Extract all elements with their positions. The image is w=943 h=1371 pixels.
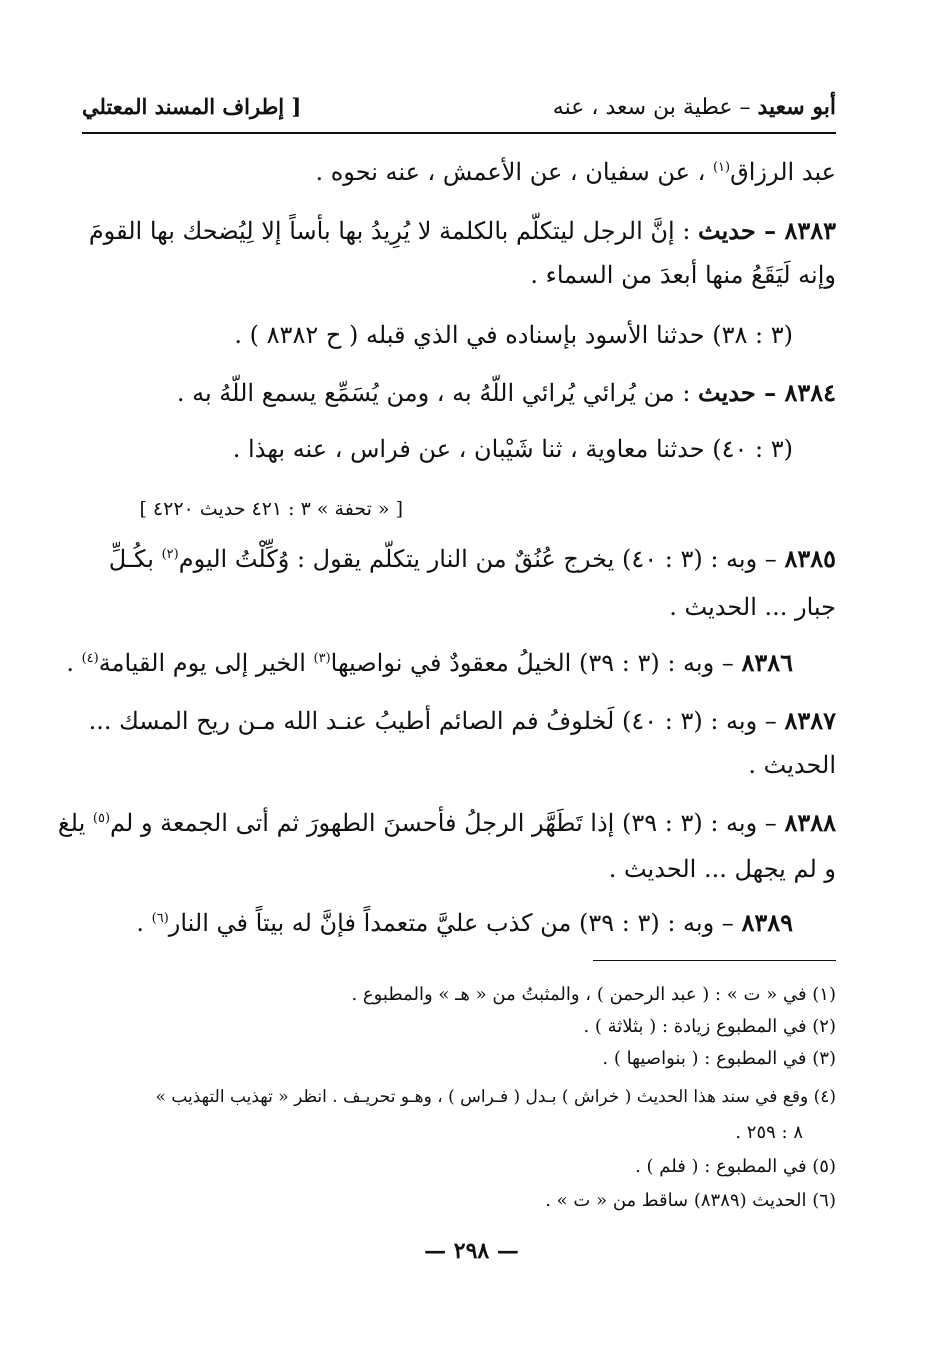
hadith-text: .	[136, 909, 152, 937]
header-rule	[82, 132, 836, 134]
text-segment: عبد الرزاق	[730, 158, 836, 186]
hadith-text: : من يُرائي يُرائي اللّهُ به ، ومن يُسَمِّع يسمع اللّهُ به .	[176, 379, 699, 407]
footnote-4: (٤) وقع في سند هذا الحديث ( خراش ) بـدل ( فـراس ) ، وهـو تحريـف . انظر « تهذيب التهذيب »	[155, 1087, 836, 1107]
text-segment: ، عن سفيان ، عن الأعمش ، عنه نحوه .	[315, 158, 713, 186]
hadith-keyword: – حديث	[698, 216, 785, 245]
hadith-number: ٨٣٨٧	[784, 706, 836, 735]
header-book-title: [ إطراف المسند المعتلي	[82, 94, 302, 119]
footnote-marker-5: (٥)	[92, 811, 111, 826]
hadith-text: .	[66, 649, 82, 677]
hadith-number: ٨٣٨٥	[784, 544, 836, 573]
header-author-name: أبو سعيد	[757, 94, 836, 120]
hadith-text: – وبه : (٣ : ٣٩) الخيلُ معقودٌ في نواصيها	[330, 649, 742, 677]
hadith-8388-cont: و لم يجهل ... الحديث .	[608, 855, 836, 883]
footnote-1: (١) في « ت » : ( عبد الرحمن ) ، والمثبتُ من « هـ » والمطبوع .	[351, 984, 836, 1005]
tuhfa-reference: [ « تحفة » ٣ : ٤٢١ حديث ٤٢٢٠ ]	[139, 498, 403, 520]
footnote-4-cont: ٨ : ٢٥٩ .	[735, 1122, 803, 1143]
hadith-number: ٨٣٨٩	[741, 908, 793, 937]
hadith-number: ٨٣٨٦	[741, 648, 793, 677]
hadith-text: – وبه : (٣ : ٣٩) من كذب عليَّ متعمداً فإنَّ له بيتاً في النار	[168, 909, 742, 937]
hadith-8384	[76, 376, 836, 410]
hadith-8384-ref: (٣ : ٤٠) حدثنا معاوية ، ثنا شَيْبان ، عن فراس ، عنه بهذا .	[232, 435, 793, 463]
hadith-8385	[76, 542, 836, 576]
hadith-text: – وبه : (٣ : ٣٩) إذا تَطَهَّر الرجلُ فأحسنَ الطهورَ ثم أتى الجمعة و لم	[110, 809, 785, 837]
footnote-5: (٥) في المطبوع : ( فلم ) .	[635, 1156, 836, 1177]
hadith-text: – وبه : (٣ : ٤٠) يخرج عُنُقٌ من النار يتكلّم يقول : وُكِّلْتُ اليوم	[178, 545, 785, 573]
hadith-8385-cont: جبار ... الحديث .	[669, 593, 836, 621]
hadith-text: : إنَّ الرجل ليتكلّم بالكلمة لا يُرِيدُ بها بأساً إلا لِيُضحك بها القومَ	[88, 217, 699, 245]
footnote-3: (٣) في المطبوع : ( بنواصيها ) .	[602, 1048, 836, 1069]
hadith-text: – وبه : (٣ : ٤٠) لَخلوفُ فم الصائم أطيبُ عنـد الله مـن ريح المسك ...	[88, 707, 785, 735]
header-author-rest: – عطية بن سعد ، عنه	[552, 95, 758, 120]
footnote-2: (٢) في المطبوع زيادة : ( بثلاثة ) .	[583, 1016, 836, 1037]
hadith-8387-cont: الحديث .	[748, 751, 836, 779]
hadith-keyword: – حديث	[698, 378, 785, 407]
footnote-marker-2: (٢)	[161, 547, 179, 562]
hadith-8389	[136, 906, 793, 940]
footnote-marker-3: (٣)	[313, 651, 331, 666]
header-section-title	[553, 94, 836, 120]
footnote-6: (٦) الحديث (٨٣٨٩) ساقط من « ت » .	[545, 1190, 836, 1211]
footnote-marker-6: (٦)	[151, 911, 169, 926]
hadith-8383-cont: وإنه لَيَقَعُ منها أبعدَ من السماء .	[530, 261, 836, 289]
footnote-rule	[593, 960, 836, 961]
footnote-marker-4: (٤)	[81, 651, 99, 666]
hadith-8383-ref: (٣ : ٣٨) حدثنا الأسود بإسناده في الذي قبله ( ح ٨٣٨٢ ) .	[234, 321, 793, 349]
hadith-text: يلغ	[57, 809, 93, 837]
hadith-8387	[76, 704, 836, 738]
hadith-number: ٨٣٨٤	[784, 378, 836, 407]
hadith-8386	[66, 646, 793, 680]
hadith-8383	[76, 214, 836, 248]
hadith-number: ٨٣٨٣	[784, 216, 836, 245]
page-number: — ٢٩٨ —	[424, 1238, 519, 1264]
hadith-8388	[57, 806, 836, 840]
hadith-number: ٨٣٨٨	[784, 808, 836, 837]
footnote-marker-1: (١)	[712, 160, 731, 175]
hadith-text: الخير إلى يوم القيامة	[98, 649, 314, 677]
hadith-text: بكُـلِّ	[108, 545, 162, 573]
running-header	[82, 92, 836, 132]
text-line-1	[76, 155, 836, 189]
